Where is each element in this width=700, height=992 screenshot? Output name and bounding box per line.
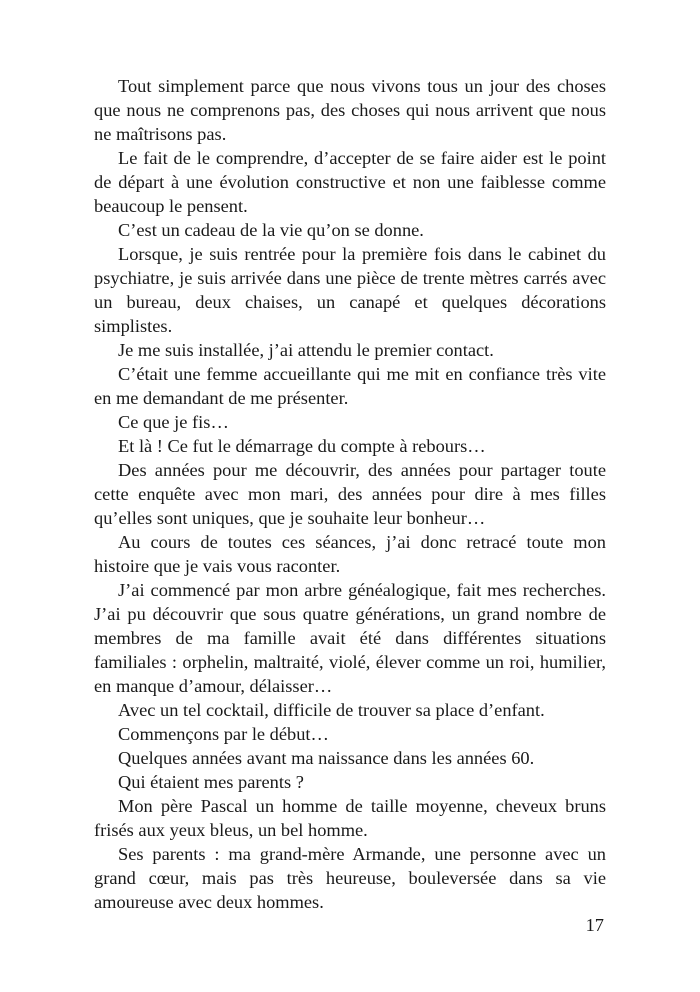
paragraph: J’ai commencé par mon arbre généalogique, fait mes recherches. J’ai pu découvrir que sous quatre générations, un grand nombre de membres de ma famille avait été dans différentes situations familiales : orphelin, maltraité, violé, élever comme un roi, humilier, en manque d’amour, délaisser… (94, 580, 606, 696)
paragraph: Des années pour me découvrir, des années pour partager toute cette enquête avec mon mari, des années pour dire à mes filles qu’elles sont uniques, que je souhaite leur bonheur… (94, 460, 606, 528)
paragraph: Lorsque, je suis rentrée pour la première fois dans le cabinet du psychiatre, je suis arrivée dans une pièce de trente mètres carrés avec un bureau, deux chaises, un canapé et quelques décorations simplistes. (94, 244, 606, 336)
paragraph: Tout simplement parce que nous vivons tous un jour des choses que nous ne comprenons pas, des choses qui nous arrivent que nous ne maîtrisons pas. (94, 76, 606, 144)
paragraph: Commençons par le début… (118, 724, 329, 744)
paragraph: Qui étaient mes parents ? (118, 772, 304, 792)
paragraph: Le fait de le comprendre, d’accepter de se faire aider est le point de départ à une évolution constructive et non une faiblesse comme beaucoup le pensent. (94, 148, 606, 216)
paragraph: C’est un cadeau de la vie qu’on se donne. (118, 220, 424, 240)
paragraph: Je me suis installée, j’ai attendu le premier contact. (118, 340, 494, 360)
paragraph: Avec un tel cocktail, difficile de trouver sa place d’enfant. (118, 700, 545, 720)
page-number: 17 (585, 915, 604, 935)
paragraph: Quelques années avant ma naissance dans les années 60. (118, 748, 535, 768)
paragraph: Ses parents : ma grand-mère Armande, une personne avec un grand cœur, mais pas très heureuse, bouleversée dans sa vie amoureuse avec deux hommes. (94, 844, 606, 912)
paragraph: Ce que je fis… (118, 412, 229, 432)
paragraph: C’était une femme accueillante qui me mit en confiance très vite en me demandant de me présenter. (94, 364, 606, 408)
paragraph: Et là ! Ce fut le démarrage du compte à rebours… (118, 436, 486, 456)
paragraph: Mon père Pascal un homme de taille moyenne, cheveux bruns frisés aux yeux bleus, un bel homme. (94, 796, 606, 840)
paragraph: Au cours de toutes ces séances, j’ai donc retracé toute mon histoire que je vais vous raconter. (94, 532, 606, 576)
page-body (94, 74, 606, 914)
